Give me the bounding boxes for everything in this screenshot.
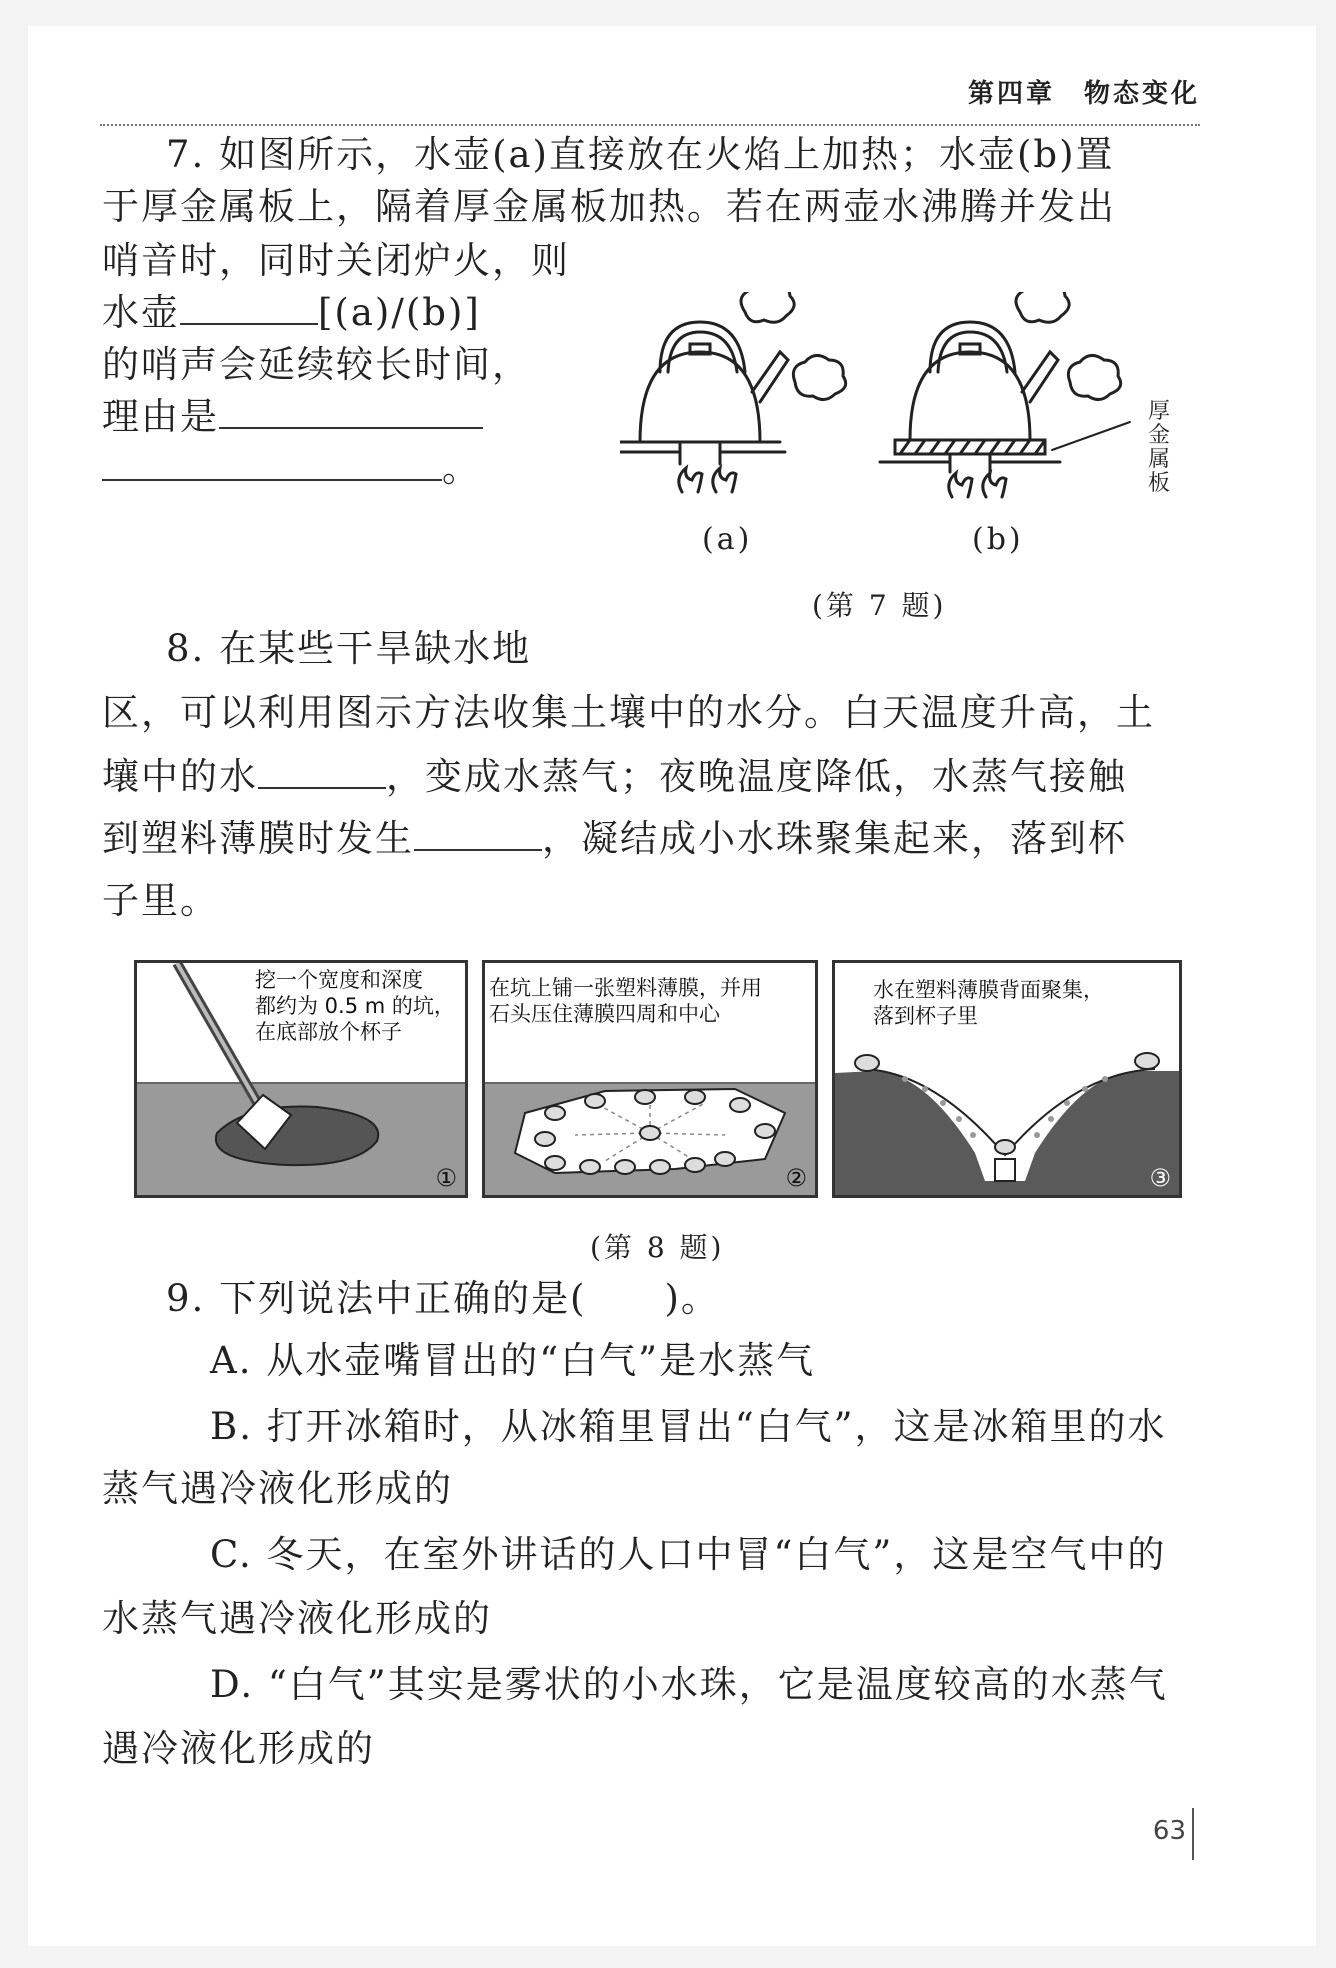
plate-label: 厚金属板 bbox=[1148, 399, 1171, 496]
flame-a2 bbox=[713, 468, 736, 492]
panel-1-line: 挖一个宽度和深度 bbox=[255, 968, 423, 992]
q9-option-b-line-1[interactable]: B. 打开冰箱时，从冰箱里冒出“白气”，这是冰箱里的水 bbox=[210, 1405, 1167, 1448]
flame-a1 bbox=[679, 468, 702, 492]
q9-option-d-line-2: 遇冷液化形成的 bbox=[102, 1727, 375, 1770]
q8-line-5: 子里。 bbox=[102, 879, 219, 922]
panel-2-line: 在坑上铺一张塑料薄膜，并用 bbox=[489, 976, 762, 1000]
q7-line-3: 哨音时，同时关闭炉火，则 bbox=[102, 239, 570, 282]
panel-2-number: ② bbox=[785, 1164, 807, 1192]
page-number-rule bbox=[1192, 1808, 1194, 1860]
q8-line-3 bbox=[102, 752, 1127, 802]
q8-answer-blank-1[interactable] bbox=[258, 753, 386, 789]
q7-kettle-word: 水壶 bbox=[102, 291, 180, 334]
flame-b2 bbox=[983, 473, 1006, 497]
q9-option-b-line-2: 蒸气遇冷液化形成的 bbox=[102, 1467, 453, 1510]
figure-7-caption: (第 7 题) bbox=[812, 589, 947, 622]
panel-1-line: 都约为 0.5 m 的坑， bbox=[255, 994, 455, 1018]
q7-line-5: 的哨声会延续较长时间， bbox=[102, 343, 531, 386]
steam-a-top bbox=[741, 292, 794, 322]
q8-text-3a: 壤中的水 bbox=[102, 755, 258, 798]
panel-1 bbox=[134, 960, 468, 1198]
q9-option-c-line-2: 水蒸气遇冷液化形成的 bbox=[102, 1597, 492, 1640]
q7-line-6 bbox=[102, 392, 483, 442]
q9-option-c-line-1[interactable]: C. 冬天，在室外讲话的人口中冒“白气”，这是空气中的 bbox=[210, 1533, 1167, 1576]
panel-3-line: 落到杯子里 bbox=[873, 1004, 978, 1028]
flame-b1 bbox=[949, 473, 972, 497]
q7-answer-blank-2[interactable] bbox=[219, 393, 483, 429]
q7-choice-hint: [(a)/(b)] bbox=[318, 291, 481, 334]
steam-a-side bbox=[793, 355, 845, 399]
panel-1-text bbox=[255, 967, 455, 1045]
q7-line-1: 7. 如图所示，水壶(a)直接放在火焰上加热；水壶(b)置 bbox=[166, 133, 1115, 176]
panel-2-text bbox=[489, 975, 762, 1027]
kettle-a bbox=[620, 322, 788, 464]
q9-option-a[interactable]: A. 从水壶嘴冒出的“白气”是水蒸气 bbox=[210, 1339, 816, 1382]
q8-line-2: 区，可以利用图示方法收集土壤中的水分。白天温度升高，土 bbox=[102, 691, 1155, 734]
q7-answer-blank-3[interactable] bbox=[102, 445, 442, 481]
panel-3 bbox=[832, 960, 1182, 1198]
q8-text-4a: 到塑料薄膜时发生 bbox=[102, 817, 414, 860]
q7-line-2: 于厚金属板上，隔着厚金属板加热。若在两壶水沸腾并发出 bbox=[102, 185, 1116, 228]
q8-line-4 bbox=[102, 814, 1127, 864]
chapter-title: 第四章 物态变化 bbox=[967, 79, 1200, 109]
panel-2 bbox=[482, 960, 818, 1198]
panel-1-line: 在底部放个杯子 bbox=[255, 1020, 402, 1044]
q7-line-7 bbox=[102, 444, 481, 494]
plate-pointer bbox=[1052, 422, 1130, 450]
page-number: 63 bbox=[1152, 1816, 1186, 1846]
q9-stem: 9. 下列说法中正确的是( )。 bbox=[166, 1277, 720, 1320]
kettle-b bbox=[880, 322, 1060, 472]
q7-answer-blank-1[interactable] bbox=[180, 289, 318, 325]
kettle-a-label: (a) bbox=[702, 522, 753, 557]
q7-reason-label: 理由是 bbox=[102, 395, 219, 438]
panel-3-text bbox=[873, 977, 1104, 1029]
panel-1-number: ① bbox=[435, 1164, 457, 1192]
panel-3-number: ③ bbox=[1149, 1164, 1171, 1192]
panel-3-line: 水在塑料薄膜背面聚集， bbox=[873, 978, 1104, 1002]
running-header bbox=[100, 62, 1200, 126]
panel-2-line: 石头压住薄膜四周和中心 bbox=[489, 1002, 720, 1026]
q8-answer-blank-2[interactable] bbox=[414, 815, 542, 851]
steam-b-top bbox=[1016, 292, 1069, 322]
q9-option-d-line-1[interactable]: D. “白气”其实是雾状的小水珠，它是温度较高的水蒸气 bbox=[210, 1663, 1168, 1706]
q7-period: 。 bbox=[442, 447, 481, 490]
figure-8-caption: (第 8 题) bbox=[590, 1231, 725, 1264]
q8-text-3b: ，变成水蒸气；夜晚温度降低，水蒸气接触 bbox=[386, 755, 1127, 798]
q7-line-4 bbox=[102, 288, 481, 338]
q8-line-1: 8. 在某些干旱缺水地 bbox=[166, 627, 532, 670]
q8-text-4b: ，凝结成小水珠聚集起来，落到杯 bbox=[542, 817, 1127, 860]
kettle-b-label: (b) bbox=[972, 522, 1024, 557]
steam-b-side bbox=[1068, 355, 1120, 399]
